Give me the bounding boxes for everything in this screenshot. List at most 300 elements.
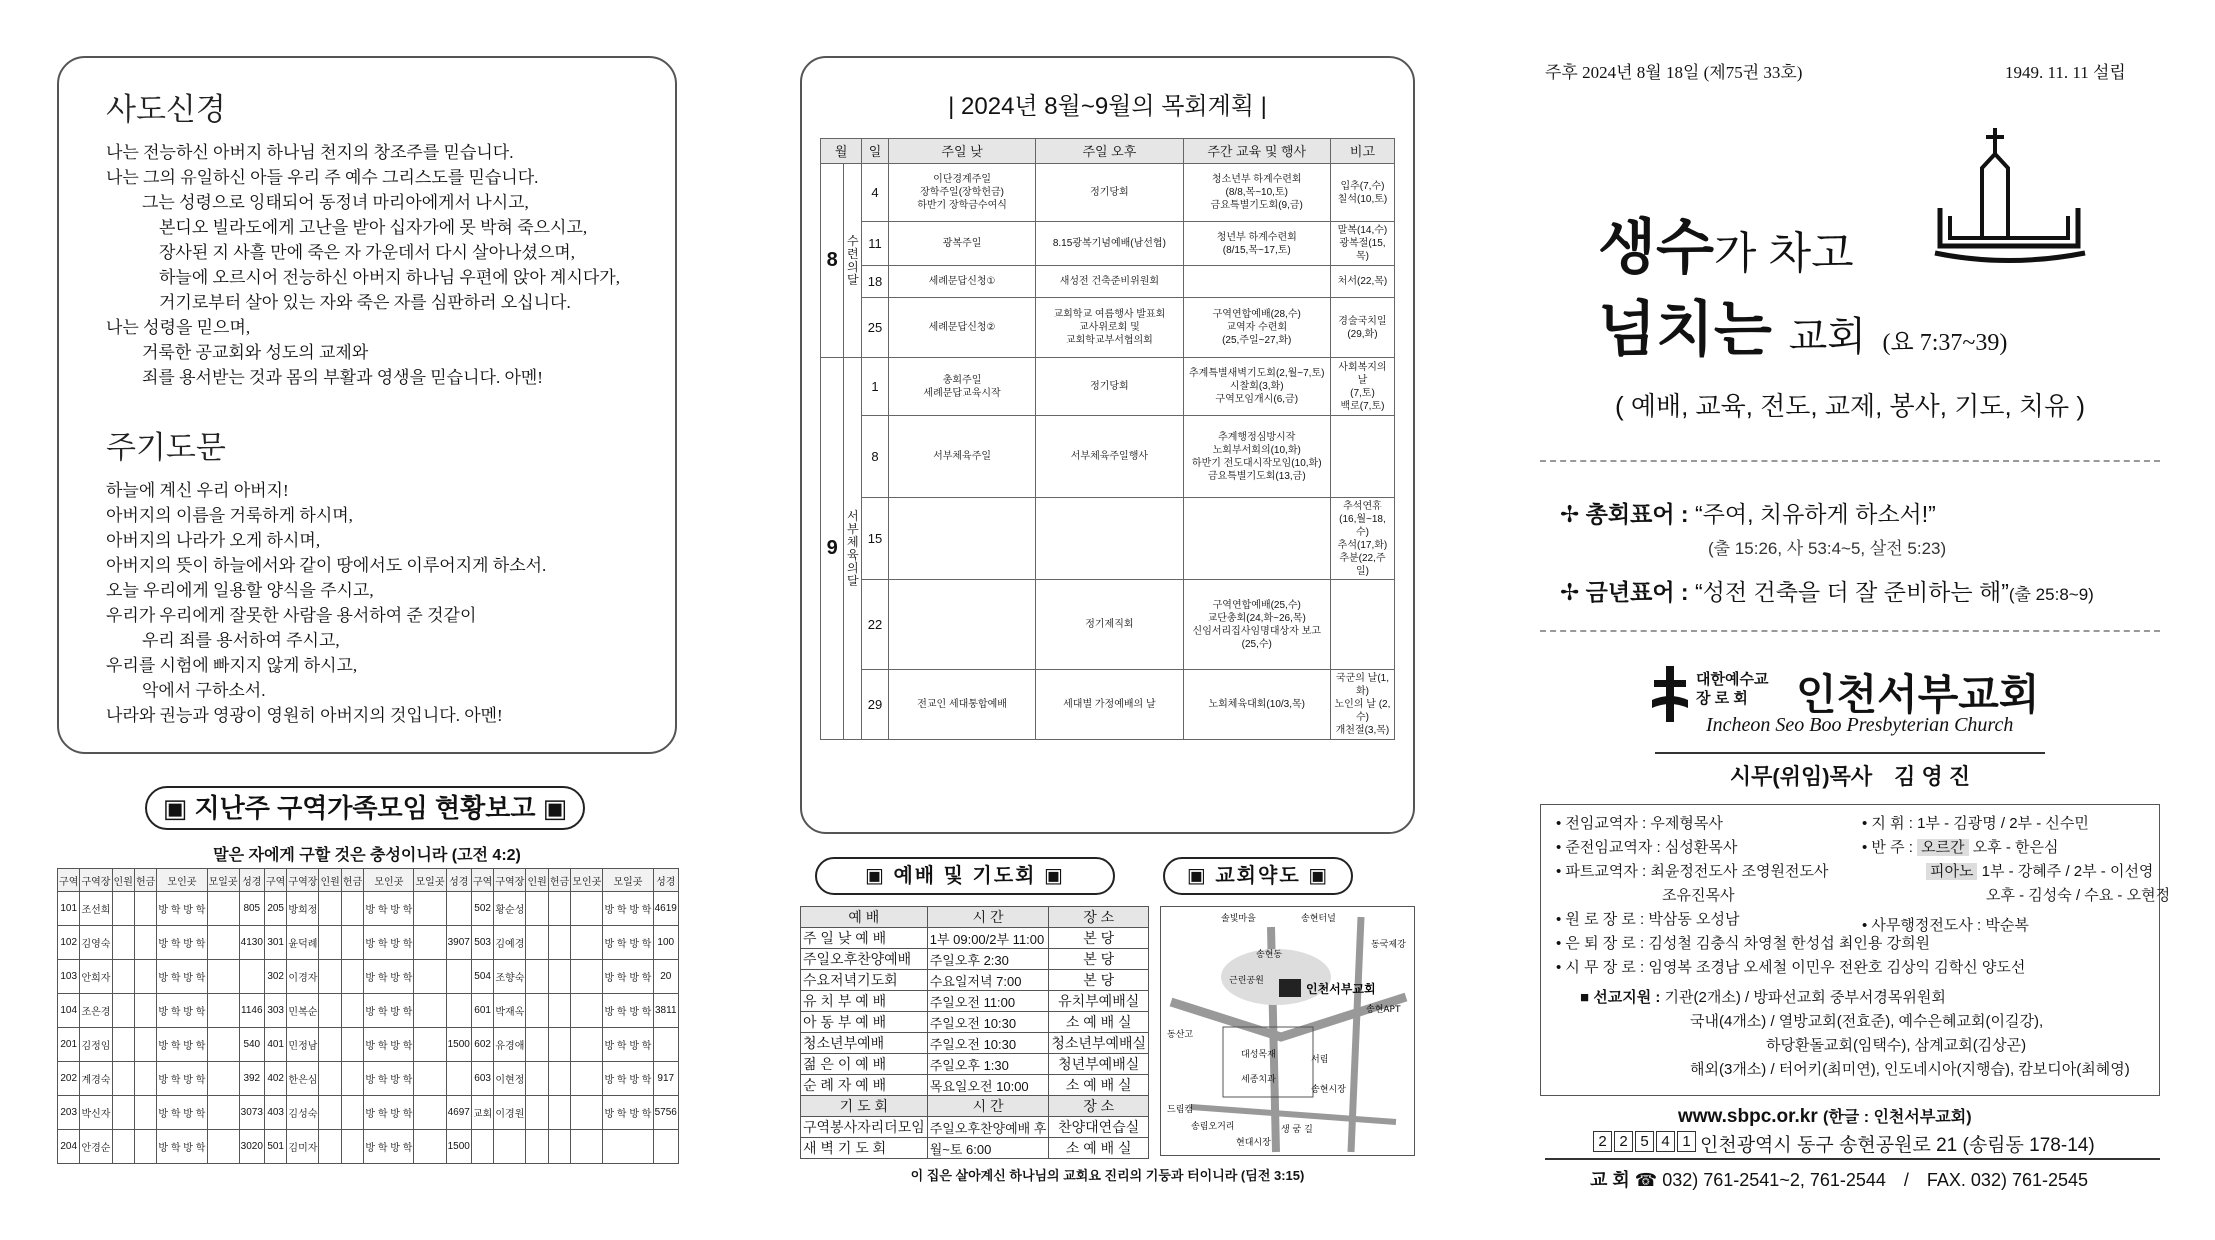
zip-digit: 4 <box>1656 1131 1675 1152</box>
report-cell: 205 <box>264 892 286 926</box>
report-cell: 박재옥 <box>494 994 526 1028</box>
staff-line: • 은 퇴 장 로 : 김성철 김충식 차영철 한성섭 최인용 강희원 <box>1556 935 1931 952</box>
report-cell: 501 <box>264 1130 286 1164</box>
plan-cell-note: 사회복지의 날 (7,토) 백로(7,토) <box>1330 358 1394 416</box>
report-cell <box>341 1028 363 1062</box>
report-cell <box>207 994 239 1028</box>
founded-date: 1949. 11. 11 설립 <box>2005 63 2126 82</box>
plan-theme: 서 부 체 육 의 달 <box>844 358 862 740</box>
worship-cell: 청소년부예배실 <box>1049 1033 1149 1054</box>
table-row <box>58 1028 679 1062</box>
report-cell: 방 학 방 학 <box>364 1130 414 1164</box>
worship-cell: 수요일저녁 7:00 <box>927 970 1049 991</box>
table-row <box>821 358 1395 416</box>
report-cell <box>134 892 156 926</box>
plan-cell-pm: 정기당회 <box>1036 164 1183 222</box>
table-row <box>821 266 1395 298</box>
plan-cell-day: 8 <box>862 416 889 498</box>
report-cell: 1500 <box>446 1130 471 1164</box>
report-header-cell: 모인곳 <box>364 869 414 892</box>
report-cell: 김예경 <box>494 926 526 960</box>
report-cell: 안경순 <box>80 1130 112 1164</box>
report-cell <box>134 1130 156 1164</box>
plan-header-row <box>821 139 1395 164</box>
report-cell <box>494 1130 526 1164</box>
report-cell: 방 학 방 학 <box>364 994 414 1028</box>
report-cell <box>112 1130 134 1164</box>
creed-line: 죄를 용서받는 것과 몸의 부활과 영생을 믿습니다. 아멘! <box>142 368 543 387</box>
plan-cell-day: 22 <box>862 580 889 670</box>
slogan-word: 넘치는 <box>1598 296 1772 363</box>
plan-table <box>820 138 1395 740</box>
report-cell <box>414 892 446 926</box>
worship-cell: 주일오후찬양예배 <box>801 949 928 970</box>
map-label: 동국제강 <box>1371 940 1406 950</box>
plan-cell-note: 국군의 날(1,화) 노인의 날 (2,수) 개천절(3,목) <box>1330 670 1394 740</box>
mission-line: 하당환돌교회(임택수), 삼계교회(김상곤) <box>1766 1037 2027 1054</box>
table-row <box>801 1012 1149 1033</box>
report-cell <box>471 1130 493 1164</box>
map-label: 근린공원 <box>1229 976 1264 986</box>
footer-verse: 이 집은 살아계신 하나님의 교회요 진리의 기둥과 터이니라 (딤전 3:15) <box>910 1168 1305 1183</box>
report-header-cell: 성경 <box>446 869 471 892</box>
report-cell <box>341 1062 363 1096</box>
report-cell: 3020 <box>239 1130 264 1164</box>
plan-cell-events: 추계특별새벽기도회(2,월~7,토) 시찰회(3,화) 구역모임개시(6,금) <box>1183 358 1330 416</box>
report-cell <box>341 1096 363 1130</box>
report-cell <box>571 994 603 1028</box>
map-label: 솔빛마을 <box>1221 914 1256 924</box>
report-cell: 402 <box>264 1062 286 1096</box>
creed-line: 하늘에 오르시어 전능하신 아버지 하나님 우편에 앉아 계시다가, <box>159 268 620 287</box>
creed-title: 사도신경 <box>106 92 226 127</box>
report-cell <box>319 1096 341 1130</box>
worship-cell: 본 당 <box>1049 970 1149 991</box>
slogan-line-2 <box>1598 282 2007 368</box>
report-header-row <box>58 869 679 892</box>
denomination-line: 장 로 회 <box>1696 690 1748 707</box>
phone <box>1590 1166 2088 1192</box>
prayer-line: 아버지의 나라가 오게 하시며, <box>106 531 321 550</box>
report-header-cell: 구역 <box>264 869 286 892</box>
report-header-cell: 모인곳 <box>157 869 207 892</box>
slogan-word: 교회 <box>1788 315 1866 359</box>
table-row <box>801 1138 1149 1159</box>
plan-cell-day: 15 <box>862 498 889 580</box>
slogan-ref: (요 7:37~39) <box>1882 330 2008 356</box>
report-cell: 방 학 방 학 <box>157 1130 207 1164</box>
worship-header-row <box>801 1096 1149 1117</box>
map-label: 송현시장 <box>1311 1085 1346 1095</box>
plan-cell-note <box>1330 416 1394 498</box>
worship-cell: 청년부예배실 <box>1049 1054 1149 1075</box>
prayer-line: 나라와 권능과 영광이 영원히 아버지의 것입니다. 아멘! <box>106 706 503 725</box>
report-cell: 3907 <box>446 926 471 960</box>
report-cell: 3073 <box>239 1096 264 1130</box>
zip-digit: 1 <box>1677 1131 1696 1152</box>
plan-cell-am: 전교인 세대통합예배 <box>888 670 1035 740</box>
report-cell <box>319 1028 341 1062</box>
report-cell: 방 학 방 학 <box>603 994 653 1028</box>
report-header-cell: 헌금 <box>341 869 363 892</box>
prayer-line: 우리를 시험에 빠지지 않게 하시고, <box>106 656 358 675</box>
report-cell: 204 <box>58 1130 80 1164</box>
slogan-word: 가 차고 <box>1713 229 1854 278</box>
map-label: 세종치과 <box>1241 1075 1276 1085</box>
worship-cell: 본 당 <box>1049 949 1149 970</box>
map-pill: ▣ 교회약도 ▣ <box>1163 857 1353 895</box>
map-label: 송림오거리 <box>1191 1122 1235 1132</box>
report-cell <box>112 892 134 926</box>
report-cell: 조선희 <box>80 892 112 926</box>
staff-line: • 원 로 장 로 : 박삼동 오성남 <box>1556 911 1740 928</box>
staff-line: • 지 휘 : 1부 - 김광명 / 2부 - 신수민 <box>1862 815 2089 832</box>
worship-table <box>800 906 1149 1159</box>
worship-pill: ▣ 예배 및 기도회 ▣ <box>815 857 1115 895</box>
report-cell: 방 학 방 학 <box>157 1028 207 1062</box>
report-cell: 한은심 <box>287 1062 319 1096</box>
report-cell <box>571 1028 603 1062</box>
report-cell <box>207 892 239 926</box>
report-cell <box>319 1062 341 1096</box>
zip-digit: 2 <box>1593 1131 1612 1152</box>
plan-cell-am: 세례문답신청② <box>888 298 1035 358</box>
table-row <box>801 1054 1149 1075</box>
staff-line: • 사무행정전도사 : 박순복 <box>1862 917 2029 934</box>
map-label: 생 굼 길 <box>1281 1125 1313 1135</box>
report-cell: 방 학 방 학 <box>364 892 414 926</box>
report-header-cell: 헌금 <box>548 869 570 892</box>
plan-cell-day: 25 <box>862 298 889 358</box>
plan-cell-events: 청소년부 하계수련회 (8/8,목~10,토) 금요특별기도회(9,금) <box>1183 164 1330 222</box>
report-cell <box>134 926 156 960</box>
table-row <box>801 1117 1149 1138</box>
report-cell: 교회 <box>471 1096 493 1130</box>
report-header-cell: 인원 <box>319 869 341 892</box>
report-cell: 이경원 <box>494 1096 526 1130</box>
worship-header-cell: 예 배 <box>801 907 928 928</box>
plan-month: 8 <box>821 164 844 358</box>
report-cell <box>341 1130 363 1164</box>
table-row <box>58 960 679 994</box>
worship-cell: 아 동 부 예 배 <box>801 1012 928 1033</box>
report-cell: 방 학 방 학 <box>603 1062 653 1096</box>
table-row <box>801 991 1149 1012</box>
plan-cell-am <box>888 580 1035 670</box>
report-cell: 502 <box>471 892 493 926</box>
plan-cell-day: 18 <box>862 266 889 298</box>
report-cell: 101 <box>58 892 80 926</box>
report-header-cell: 모인곳 <box>571 869 603 892</box>
prayer-line: 우리가 우리에게 잘못한 사람을 용서하여 준 것같이 <box>106 606 477 625</box>
table-row <box>58 994 679 1028</box>
report-cell: 202 <box>58 1062 80 1096</box>
table-row <box>821 498 1395 580</box>
zip-digit: 2 <box>1614 1131 1633 1152</box>
report-cell: 392 <box>239 1062 264 1096</box>
plan-header-cell: 주일 낮 <box>888 139 1035 164</box>
report-header-cell: 모일곳 <box>603 869 653 892</box>
report-cell <box>319 926 341 960</box>
table-row <box>801 970 1149 991</box>
worship-header-row <box>801 907 1149 928</box>
report-cell <box>207 1096 239 1130</box>
motto-text: “성전 건축을 더 잘 준비하는 해” <box>1694 579 2009 605</box>
report-cell: 방 학 방 학 <box>157 926 207 960</box>
mission-support <box>1580 986 2130 1082</box>
issue-date: 주후 2024년 8월 18일 (제75권 33호) <box>1545 63 1803 82</box>
report-cell: 김미자 <box>287 1130 319 1164</box>
report-cell <box>526 960 548 994</box>
report-cell: 4130 <box>239 926 264 960</box>
report-cell <box>341 892 363 926</box>
report-cell <box>319 994 341 1028</box>
report-cell <box>207 1028 239 1062</box>
report-cell: 방 학 방 학 <box>364 926 414 960</box>
worship-cell: 1부 09:00/2부 11:00 <box>927 928 1049 949</box>
report-cell: 방희정 <box>287 892 319 926</box>
church-map <box>1160 906 1415 1156</box>
map-label: 송현터널 <box>1301 914 1336 924</box>
plan-cell-events: 구역연합예배(28,수) 교역자 수련회 (25,주일~27,화) <box>1183 298 1330 358</box>
report-cell <box>414 1096 446 1130</box>
mission-line: 해외(3개소) / 터어키(최미연), 인도네시아(지행습), 캄보디아(최혜영) <box>1690 1061 2130 1078</box>
worship-cell: 유치부예배실 <box>1049 991 1149 1012</box>
divider <box>1545 1158 2160 1160</box>
worship-header-cell: 장 소 <box>1049 907 1149 928</box>
report-cell <box>526 1062 548 1096</box>
staff-right <box>1862 812 2170 938</box>
report-cell: 방 학 방 학 <box>364 1096 414 1130</box>
prayer-title: 주기도문 <box>106 430 226 465</box>
report-cell: 방 학 방 학 <box>603 1096 653 1130</box>
staff-label: • 반 주 : <box>1862 839 1913 856</box>
ministries-list: ( 예배, 교육, 전도, 교제, 봉사, 기도, 치유 ) <box>1614 391 2086 421</box>
report-cell: 805 <box>239 892 264 926</box>
report-cell <box>414 1028 446 1062</box>
report-title: ▣ 지난주 구역가족모임 현황보고 ▣ <box>145 786 585 830</box>
plan-cell-day: 4 <box>862 164 889 222</box>
report-cell <box>112 994 134 1028</box>
prayer-line: 악에서 구하소서. <box>142 681 266 700</box>
prayer-line: 아버지의 이름을 거룩하게 하시며, <box>106 506 353 525</box>
motto-label: ✢ 총회표어 : <box>1560 501 1689 527</box>
report-cell <box>653 1130 678 1164</box>
report-cell <box>134 1062 156 1096</box>
staff-line <box>1862 860 2170 884</box>
report-cell <box>239 960 264 994</box>
worship-cell: 구역봉사자리더모임 <box>801 1117 928 1138</box>
motto-ref: (출 25:8~9) <box>2008 585 2094 604</box>
report-cell: 540 <box>239 1028 264 1062</box>
motto-label: ✢ 금년표어 : <box>1560 579 1689 605</box>
report-cell <box>526 994 548 1028</box>
plan-cell-pm: 새성전 건축준비위원회 <box>1036 266 1183 298</box>
report-cell: 방 학 방 학 <box>603 1028 653 1062</box>
creed-line: 거룩한 공교회와 성도의 교제와 <box>142 343 369 362</box>
report-cell: 김영숙 <box>80 926 112 960</box>
plan-cell-am: 총회주일 세례문답교육시작 <box>888 358 1035 416</box>
mission-line: 국내(4개소) / 열방교회(전효준), 예수은혜교회(이길강), <box>1690 1013 2044 1030</box>
report-cell: 윤덕례 <box>287 926 319 960</box>
report-cell: 계경숙 <box>80 1062 112 1096</box>
report-cell: 방 학 방 학 <box>603 926 653 960</box>
plan-cell-events: 노회체육대회(10/3,목) <box>1183 670 1330 740</box>
map-church-label: 인천서부교회 <box>1306 982 1376 996</box>
prayer-line: 우리 죄를 용서하여 주시고, <box>142 631 340 650</box>
report-header-cell: 구역 <box>471 869 493 892</box>
report-cell <box>571 1130 603 1164</box>
plan-month: 9 <box>821 358 844 740</box>
staff-line: • 시 무 장 로 : 임영복 조경남 오세철 이민우 전완호 김상익 김학신 양도선 <box>1556 959 2026 976</box>
creed-line: 나는 성령을 믿으며, <box>106 318 251 337</box>
report-cell <box>526 1130 548 1164</box>
table-row <box>801 928 1149 949</box>
report-cell <box>571 1062 603 1096</box>
report-cell <box>112 1062 134 1096</box>
report-cell <box>134 1028 156 1062</box>
report-header-cell: 모일곳 <box>207 869 239 892</box>
report-cell: 601 <box>471 994 493 1028</box>
plan-cell-am: 이단경계주일 장학주일(장학헌금) 하반기 장학금수여식 <box>888 164 1035 222</box>
plan-cell-am: 세례문답신청① <box>888 266 1035 298</box>
mission-line <box>1580 986 2130 1010</box>
report-cell: 박신자 <box>80 1096 112 1130</box>
report-cell <box>207 1130 239 1164</box>
report-subtitle: 말은 자에게 구할 것은 충성이니라 (고전 4:2) <box>213 847 521 864</box>
prayer-text <box>106 478 546 728</box>
report-cell: 504 <box>471 960 493 994</box>
report-cell <box>414 960 446 994</box>
report-cell <box>112 960 134 994</box>
report-cell: 401 <box>264 1028 286 1062</box>
report-header-cell: 구역장 <box>287 869 319 892</box>
report-header-cell: 성경 <box>653 869 678 892</box>
worship-cell: 주 일 낮 예 배 <box>801 928 928 949</box>
report-cell <box>548 994 570 1028</box>
report-cell <box>548 1130 570 1164</box>
report-cell: 이경자 <box>287 960 319 994</box>
motto-assembly <box>1560 496 1936 529</box>
report-cell: 603 <box>471 1062 493 1096</box>
motto-year <box>1560 574 2094 607</box>
report-cell: 방 학 방 학 <box>157 960 207 994</box>
worship-cell: 소 예 배 실 <box>1049 1138 1149 1159</box>
worship-cell: 주일오전 10:30 <box>927 1012 1049 1033</box>
plan-cell-am: 서부체육주일 <box>888 416 1035 498</box>
report-cell <box>414 994 446 1028</box>
report-cell <box>319 1130 341 1164</box>
plan-cell-events: 청년부 하계수련회 (8/15,목~17,토) <box>1183 222 1330 266</box>
report-cell: 유경애 <box>494 1028 526 1062</box>
creed-line: 장사된 지 사흘 만에 죽은 자 가운데서 다시 살아나셨으며, <box>159 243 575 262</box>
report-cell: 1146 <box>239 994 264 1028</box>
plan-header-cell: 일 <box>862 139 889 164</box>
report-cell: 김정임 <box>80 1028 112 1062</box>
table-row <box>821 580 1395 670</box>
worship-cell: 월~토 6:00 <box>927 1138 1049 1159</box>
church-name-en: Incheon Seo Boo Presbyterian Church <box>1706 714 2014 736</box>
report-cell: 104 <box>58 994 80 1028</box>
map-label: 대성목재 <box>1241 1050 1276 1060</box>
table-row <box>821 222 1395 266</box>
plan-cell-events: 구역연합예배(25,수) 교단총회(24,화~26,목) 신임서리집사임명대상자 보고 (25,수) <box>1183 580 1330 670</box>
church-logo-icon <box>1652 666 1688 722</box>
staff-line: • 파트교역자 : 최윤정전도사 조영원전도사 <box>1556 863 1829 880</box>
plan-header-cell: 월 <box>821 139 862 164</box>
worship-cell: 주일오후 1:30 <box>927 1054 1049 1075</box>
plan-cell-pm: 서부체육주일행사 <box>1036 416 1183 498</box>
report-cell <box>112 1028 134 1062</box>
plan-cell-pm: 교회학교 여름행사 발표회 교사위로회 및 교회학교부서협의회 <box>1036 298 1183 358</box>
report-header-cell: 구역장 <box>494 869 526 892</box>
plan-header-cell: 주간 교육 및 행사 <box>1183 139 1330 164</box>
map-drawing <box>1161 907 1414 1155</box>
report-cell: 방 학 방 학 <box>157 1096 207 1130</box>
organ-badge: 오르간 <box>1917 839 1968 856</box>
table-row <box>801 1033 1149 1054</box>
worship-cell: 주일오전 10:30 <box>927 1033 1049 1054</box>
report-cell <box>548 892 570 926</box>
report-cell: 민복순 <box>287 994 319 1028</box>
plan-cell-day: 1 <box>862 358 889 416</box>
plan-cell-note: 경술국치일 (29,화) <box>1330 298 1394 358</box>
report-cell: 조은경 <box>80 994 112 1028</box>
plan-cell-note: 말복(14,수) 광복절(15,목) <box>1330 222 1394 266</box>
report-cell <box>571 1096 603 1130</box>
plan-cell-pm: 정기제직회 <box>1036 580 1183 670</box>
report-cell <box>548 1028 570 1062</box>
worship-cell: 수요저녁기도회 <box>801 970 928 991</box>
zip-digit: 5 <box>1635 1131 1654 1152</box>
phone-label: 교 회 ☎ <box>1590 1170 1658 1190</box>
report-cell <box>446 994 471 1028</box>
report-cell <box>548 1062 570 1096</box>
creed-line: 나는 그의 유일하신 아들 우리 주 예수 그리스도를 믿습니다. <box>106 168 539 187</box>
mission-label: ■ 선교지원 : <box>1580 989 1661 1006</box>
report-cell: 방 학 방 학 <box>603 892 653 926</box>
pastor-name: 시무(위임)목사 김 영 진 <box>1729 764 1971 789</box>
creed-line: 나는 전능하신 아버지 하나님 천지의 창조주를 믿습니다. <box>106 143 514 162</box>
plan-cell-pm: 8.15광복기념예배(남선협) <box>1036 222 1183 266</box>
report-cell: 방 학 방 학 <box>364 960 414 994</box>
church-name: 인천서부교회 <box>1796 671 2040 718</box>
map-label: 서림 <box>1311 1055 1329 1065</box>
plan-cell-am: 광복주일 <box>888 222 1035 266</box>
report-cell: 김성숙 <box>287 1096 319 1130</box>
slogan-word: 생수 <box>1598 214 1714 281</box>
table-row <box>821 416 1395 498</box>
worship-cell: 소 예 배 실 <box>1049 1075 1149 1096</box>
report-cell: 102 <box>58 926 80 960</box>
report-cell <box>414 1062 446 1096</box>
map-label: 송현동 <box>1256 950 1283 960</box>
staff-value: 1부 - 강혜주 / 2부 - 이선영 <box>1981 863 2154 880</box>
plan-cell-pm <box>1036 498 1183 580</box>
report-cell <box>207 960 239 994</box>
report-cell <box>414 1130 446 1164</box>
report-cell <box>134 960 156 994</box>
prayer-line: 하늘에 계신 우리 아버지! <box>106 481 289 500</box>
report-cell: 602 <box>471 1028 493 1062</box>
plan-cell-note <box>1330 580 1394 670</box>
motto-ref: (출 15:26, 사 53:4~5, 살전 5:23) <box>1708 539 1947 558</box>
creed-line: 그는 성령으로 잉태되어 동정녀 마리아에게서 나시고, <box>142 193 529 212</box>
report-cell: 황순성 <box>494 892 526 926</box>
prayer-line: 아버지의 뜻이 하늘에서와 같이 땅에서도 이루어지게 하소서. <box>106 556 547 575</box>
denomination <box>1696 670 1768 708</box>
table-row <box>821 298 1395 358</box>
